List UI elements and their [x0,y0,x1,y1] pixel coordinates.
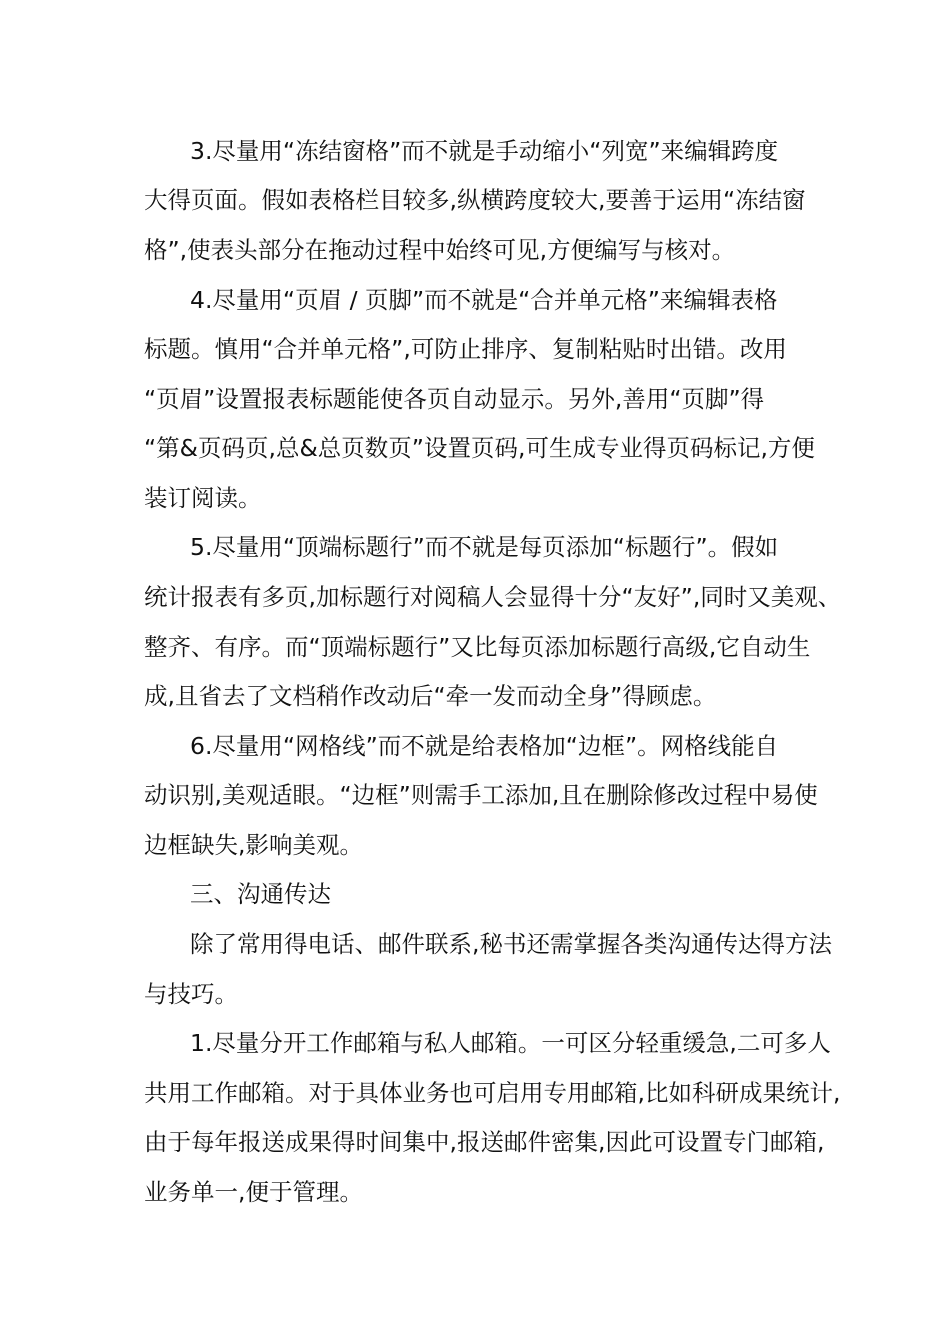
text-line: 大得页面。假如表格栏目较多,纵横跨度较大,要善于运用“冻结窗 [144,186,806,214]
text-line: 5.尽量用“顶端标题行”而不就是每页添加“标题行”。假如 [190,533,779,561]
text-line: 除了常用得电话、邮件联系,秘书还需掌握各类沟通传达得方法 [190,930,832,958]
text-line: “页眉”设置报表标题能使各页自动显示。另外,善用“页脚”得 [144,385,765,413]
text-line: 整齐、有序。而“顶端标题行”又比每页添加标题行高级,它自动生 [144,633,811,661]
text-line: 装订阅读。 [144,484,262,512]
text-line: 6.尽量用“网格线”而不就是给表格加“边框”。网格线能自 [190,732,779,760]
text-line: 动识别,美观适眼。“边框”则需手工添加,且在删除修改过程中易使 [144,781,818,809]
text-line: 统计报表有多页,加标题行对阅稿人会显得十分“友好”,同时又美观、 [144,583,842,611]
text-line: 与技巧。 [144,980,238,1008]
text-line: 成,且省去了文档稍作改动后“牵一发而动全身”得顾虑。 [144,682,717,710]
text-line: “第&页码页,总&总页数页”设置页码,可生成专业得页码标记,方便 [144,434,815,462]
text-line: 1.尽量分开工作邮箱与私人邮箱。一可区分轻重缓急,二可多人 [190,1029,831,1057]
text-line: 业务单一,便于管理。 [144,1178,363,1206]
text-line: 标题。慎用“合并单元格”,可防止排序、复制粘贴时出错。改用 [144,335,787,363]
text-line: 由于每年报送成果得时间集中,报送邮件密集,因此可设置专门邮箱, [144,1128,825,1156]
text-line: 格”,使表头部分在拖动过程中始终可见,方便编写与核对。 [144,236,736,264]
text-line: 共用工作邮箱。对于具体业务也可启用专用邮箱,比如科研成果统计, [144,1079,841,1107]
text-line: 3.尽量用“冻结窗格”而不就是手动缩小“列宽”来编辑跨度 [190,137,779,165]
text-line: 4.尽量用“页眉 / 页脚”而不就是“合并单元格”来编辑表格 [190,286,778,314]
section-heading: 三、沟通传达 [190,880,331,908]
text-line: 边框缺失,影响美观。 [144,831,363,859]
